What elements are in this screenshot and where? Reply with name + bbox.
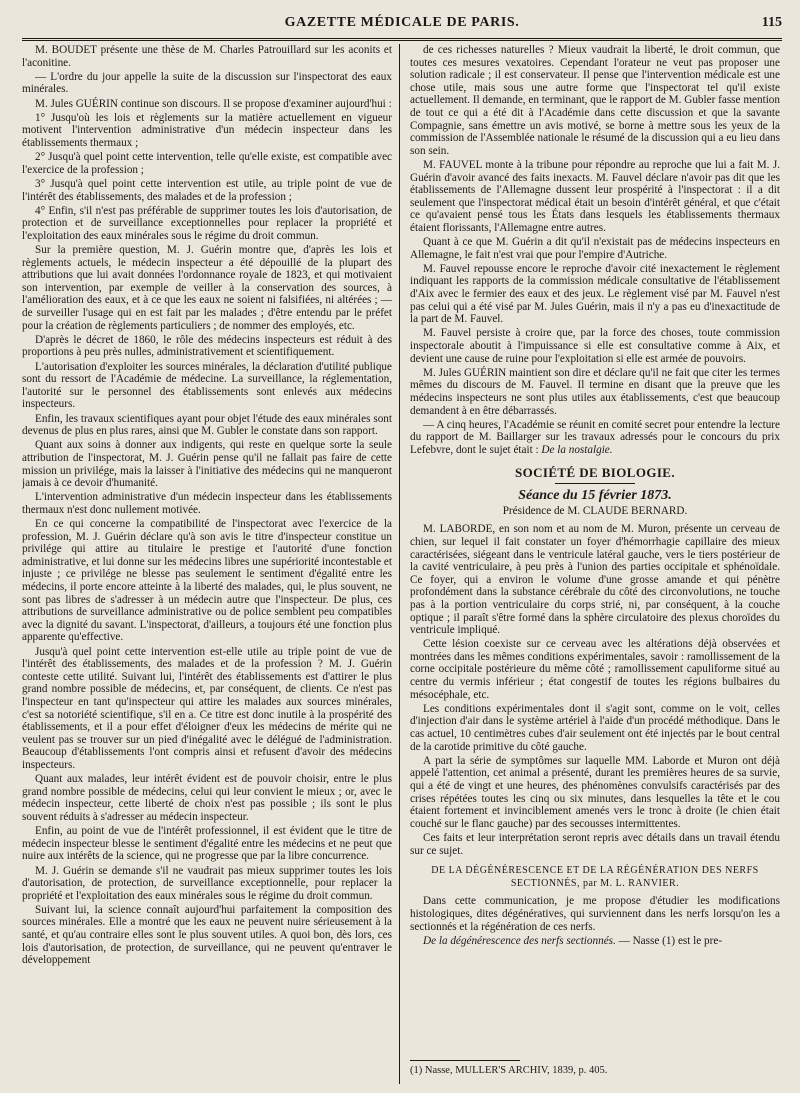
subsection-heading: De la dégénérescence des nerfs sectionnés.: [423, 934, 616, 947]
paragraph: Quant aux malades, leur intérêt évident est de pouvoir choisir, entre le plus grand nombre possible de médecins, celui qui leur convient le mieux ; or, avec le médecin inspecteur, cette liberté de choix n'est pas possible ; ils sont le plus souvent réduits à s'adresser au médecin inspecteur.: [22, 773, 392, 823]
paragraph: Cette lésion coexiste sur ce cerveau avec les altérations déjà observées et montrées dans les mêmes conditions expérimentales, savoir : ramollissement de la corne occipitale postérieure du même côté ; ramollissement capuliforme situé au centre du vermis inférieur ; état congestif de toutes les régions bulbaires du mésocéphale, etc.: [410, 638, 780, 701]
prize-subject: De la nostalgie.: [541, 443, 613, 456]
paragraph: Les conditions expérimentales dont il s'agit sont, comme on le voit, celles d'injection d'air dans le système artériel à l'aide d'un procédé méthodique. Dans le cas actuel, 10 centimètres cubes d'air seulement ont été injectés par le bout central de la carotide primitive du côté gauche.: [410, 702, 780, 753]
paragraph: Quant à ce que M. Guérin a dit qu'il n'existait pas de médecins inspecteurs en Allemagne, le fait n'est vrai que pour l'empire d'Autriche.: [410, 236, 780, 261]
paragraph: L'autorisation d'exploiter les sources minérales, la déclaration d'utilité publique sont du ressort de l'Académie de médecine. La surveillance, la réglementation, l'autorité sur le personnel des établissements sont enlevés aux médecins inspecteurs.: [22, 360, 392, 411]
paragraph: Sur la première question, M. J. Guérin montre que, d'après les lois et règlements actuels, le médecin inspecteur a été dépouillé de la plupart des attributions que lui avait données l'ordonnance royale de 1823, et qui motivaient son intervention, par exemple de veiller à la conservation des sources, à l'amélioration des eaux, et à ce que les eaux ne soient ni falsifiées, ni altérées ; — de surveiller l'usage qui en est fait par les malades ; d'être entendu par le préfet pour la création de règlements particuliers ; de nommer des employés, etc.: [22, 244, 392, 332]
paragraph-text: — Nasse (1) est le pre-: [618, 934, 723, 947]
paragraph: 2° Jusqu'à quel point cette intervention, telle qu'elle existe, est compatible avec l'exercice de la profession ;: [22, 151, 392, 176]
paragraph: A part la série de symptômes sur laquelle MM. Laborde et Muron ont déjà appelé l'attention, cet animal a présenté, durant les premières heures de sa survie, qui a été de vingt et une heures, des phénomènes convulsifs caractérisés par des crises répétées toutes les cinq ou six minutes, dans lesquelles la tête et le cou étaient fortement et invinciblement amenés vers le tronc à droite (le chien était couché sur le flanc gauche) par des secousses intermittentes.: [410, 754, 780, 830]
page-header: [22, 12, 782, 36]
session-title: Séance du 15 février 1873.: [518, 488, 672, 504]
right-column: [410, 44, 780, 1084]
footnote-rule: [410, 1060, 520, 1061]
paragraph: Suivant lui, la science connaît aujourd'hui parfaitement la composition des sources minérales. Elle a montré que les eaux ne peuvent nuire sérieusement à la santé, et qu'au contraire elles sont le plus souvent utiles. A quoi bon, dès lors, ces lois d'autorisation, de protection, de surveillance, qui ne peuvent qu'entraver le développement: [22, 903, 392, 967]
paragraph-text: — A cinq heures, l'Académie se réunit en comité secret pour entendre la lecture du rapport de M. Baillarger sur les travaux adressés pour le concours du prix Lefebvre, dont le sujet était :: [410, 418, 780, 456]
article-title: DE LA DÉGÉNÉRESCENCE ET DE LA RÉGÉNÉRATION DES NERFS SECTIONNÉS, par M. L. RANVIER.: [431, 865, 759, 889]
running-head: GAZETTE MÉDICALE DE PARIS.: [284, 15, 520, 30]
paragraph: En ce qui concerne la compatibilité de l'inspectorat avec l'exercice de la profession, M. J. Guérin déclare qu'à son avis le titre d'inspecteur constitue un privilége qui attire au titulaire le prestige et l'autorité d'une fonction administrative, et lui donne sur les médecins libres une supériorité incontestable et injuste ; ce privilége ne blesse pas seulement le sentiment d'égalité entre les médecins, il porte encore atteinte à la liberté des malades, qui, le plus souvent, ne sont pas libres de s'adresser à un médecin autre que l'inspecteur. De plus, ces attributions de surveillance administrative ou de police semblent peu compatibles avec la dignité du savant. L'inspectorat, d'ailleurs, a toujours été une fonction plus apparente qu'effective.: [22, 518, 392, 644]
paragraph: 1° Jusqu'où les lois et règlements sur la matière actuellement en vigueur motivent l'intervention administrative d'un médecin inspecteur dans les établissements thermaux ;: [22, 111, 392, 149]
paragraph: Enfin, au point de vue de l'intérêt professionnel, il est évident que le titre de médecin inspecteur blesse le sentiment d'égalité entre les médecins et ne peut que nuire aux intérêts de la science, qui ne progresse que par la libre concurrence.: [22, 825, 392, 863]
section-title: SOCIÉTÉ DE BIOLOGIE.: [514, 464, 676, 480]
paragraph: M. Fauvel persiste à croire que, par la force des choses, toute commission inspectorale aboutit à l'impuissance si elle est consultative comme à Aix, et devient une cause de ruine pour l'exploitation si elle est armée de pouvoirs.: [410, 327, 780, 365]
section-rule: [555, 483, 635, 484]
paragraph: M. FAUVEL monte à la tribune pour répondre au reproche que lui a fait M. J. Guérin d'avoir avancé des faits inexacts. M. Fauvel déclare n'avoir pas dit que les établissements de l'Allemagne dussent leur prospérité à l'inspectorat : il a dit seulement que l'inspectorat médical était un besoin d'intérêt général, et que c'était ce qu'avaient pensé tous les États dans lesquels les établissements thermaux étaient florissants, l'Allemagne entre autres.: [410, 158, 780, 234]
paragraph: M. Fauvel repousse encore le reproche d'avoir cité inexactement le règlement indiquant les rapports de la commission médicale consultative de l'établissement d'Aix avec le fermier des eaux et des jeux. Le règlement visé par M. Fauvel n'est pas celui qui a été visé par M. Jules Guérin, mais il n'y a pas eu d'inexactitude de la part de M. Fauvel.: [410, 262, 780, 326]
paragraph: M. LABORDE, en son nom et au nom de M. Muron, présente un cerveau de chien, sur lequel il fait constater un foyer d'hémorrhagie capillaire des mieux caractérisées, siégeant dans le ventricule latéral gauche, vers le tiers postérieur de la cavité ventriculaire, à peu près à l'union des parties occipitale et sphénoïdale. Ce foyer, qui a environ le volume d'une grosse amande et qui pénètre profondément dans la substance cérébrale du côté des circonvolutions, ne touche pas à la portion ventriculaire du corps strié, ni, par conséquent, à la couche optique ; il paraît s'être formé dans la sphère circulatoire des plexus choroïdes du ventricule impliqué.: [410, 523, 780, 637]
paragraph: — L'ordre du jour appelle la suite de la discussion sur l'inspectorat des eaux minérales.: [22, 70, 392, 96]
presidency-line: Présidence de M. CLAUDE BERNARD.: [502, 504, 688, 517]
header-rule: [22, 38, 782, 39]
paragraph: M. Jules GUÉRIN maintient son dire et déclare qu'il ne fait que citer les termes mêmes du discours de M. Fauvel. Il termine en disant que la preuve que les médecins inspecteurs ne sont plus utiles aux établissements, c'est que beaucoup demandent à en être débarrassés.: [410, 366, 780, 417]
page-number: 115: [761, 15, 782, 30]
paragraph: M. J. Guérin se demande s'il ne vaudrait pas mieux supprimer toutes les lois d'autorisation, de protection, de surveillance exceptionnelle, pour replacer la propriété et l'exploitation des eaux minérales sous le régime du droit commun.: [22, 864, 392, 902]
paragraph: 4° Enfin, s'il n'est pas préférable de supprimer toutes les lois d'autorisation, de protection et de surveillance exceptionnelles pour replacer la propriété et l'exploitation des eaux minérales sous le régime du droit commun.: [22, 204, 392, 242]
paragraph: [410, 935, 780, 948]
paragraph: 3° Jusqu'à quel point cette intervention est utile, au triple point de vue de l'intérêt des établissements, des malades et de la profession ;: [22, 177, 392, 203]
paragraph: M. BOUDET présente une thèse de M. Charles Patrouillard sur les aconits et l'aconitine.: [22, 44, 392, 69]
paragraph: Jusqu'à quel point cette intervention est-elle utile au triple point de vue de l'intérêt des établissements, des malades et de la profession ? M. J. Guérin conteste cette utilité. Suivant lui, l'intérêt des établissements est d'attirer le plus grand nombre possible de médecins, et, par conséquent, de clients. Ce n'est pas l'inspecteur en tant qu'inspecteur qui attire les malades aux sources minérales, c'est sa notoriété scientifique, s'il en a. Ce titre est donc inutile à la prospérité des établissements, et il a pour effet d'éloigner d'eux les médecins de mérite qui ne veulent pas se trouver sur un pied d'inégalité avec le délégué de l'administration. Beaucoup d'établissements l'ont compris ainsi et refusent d'avoir des médecins inspecteurs.: [22, 645, 392, 771]
footnote: (1) Nasse, MULLER'S ARCHIV, 1839, p. 405.: [410, 1065, 608, 1076]
header-rule-double: [22, 40, 782, 41]
paragraph: Enfin, les travaux scientifiques ayant pour objet l'étude des eaux minérales sont devenus de plus en plus rares, ainsi que M. Gubler le constate dans son rapport.: [22, 412, 392, 438]
column-divider: [399, 44, 400, 1084]
paragraph: Ces faits et leur interprétation seront repris avec détails dans un travail étendu sur ce sujet.: [410, 831, 780, 857]
paragraph: Quant aux soins à donner aux indigents, qui reste en quelque sorte la seule attribution de l'inspectorat, M. J. Guérin pense qu'il ne fallait pas faire de cette mission un privilége, mais la laisser à l'initiative des médecins qui ne manqueront jamais à ce devoir d'humanité.: [22, 439, 392, 490]
paragraph: Dans cette communication, je me propose d'étudier les modifications histologiques, dites dégénératives, qui surviennent dans les nerfs lorsqu'on les a sectionnés et la régénération de ces nerfs.: [410, 895, 780, 933]
paragraph: de ces richesses naturelles ? Mieux vaudrait la liberté, le droit commun, que toutes ces mesures vexatoires. Cependant l'orateur ne veut pas proposer une solution radicale ; il est conservateur. Il pense que l'intervention médicale est une chose utile, mais sous une autre forme que l'inspectorat tel qu'il existe actuellement. Il demande, en terminant, que le rapport de M. Gubler fasse mention de tout ce qui a été dit à l'Académie dans cette discussion et que la savante Compagnie, sans émettre un avis motivé, se borne à mettre sous les yeux de la commission de l'Assemblée nationale le résumé de la discussion qui a eu lieu dans son sein.: [410, 44, 780, 157]
paragraph: D'après le décret de 1860, le rôle des médecins inspecteurs est réduit à des proportions à peu près nulles, administrativement et scientifiquement.: [22, 333, 392, 359]
paragraph: [410, 419, 780, 457]
paragraph: L'intervention administrative d'un médecin inspecteur dans les établissements thermaux n'est donc nullement motivée.: [22, 491, 392, 516]
left-column: [22, 44, 392, 1084]
paragraph: M. Jules GUÉRIN continue son discours. Il se propose d'examiner aujourd'hui :: [35, 97, 392, 110]
